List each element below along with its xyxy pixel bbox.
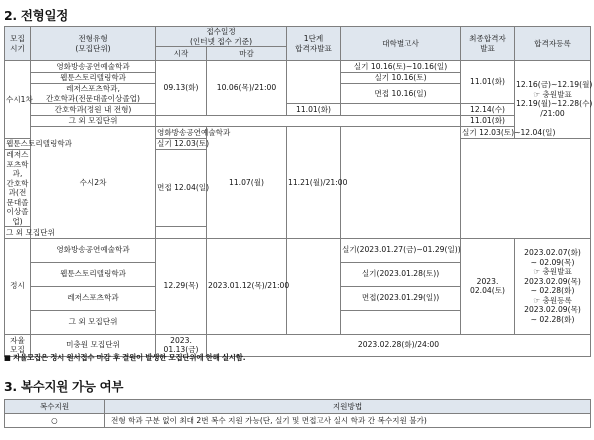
start-cell: 09.13(화): [156, 61, 207, 116]
header-multi-apply: 복수지원: [5, 400, 105, 414]
unit-cell: 미충원 모집단위: [31, 334, 156, 356]
register-cell: 2023.02.07(화) ~ 02.09(목) ☞ 충원발표 2023.02.09(목) ~ 02.28(화) ☞ 충원등록 2023.02.09(목) ~ 02.28(화): [515, 238, 591, 334]
unit-cell: 레저스포츠학과, 간호학과(전문대졸이상졸업): [31, 84, 156, 104]
apply-method-text: 전형 학과 구분 없이 최대 2번 복수 지원 가능(단, 실기 및 면접고사 실시 학과 간 복수지원 불가): [105, 414, 591, 428]
exam-cell: 실기 12.03(토): [157, 139, 210, 148]
stage1-cell: [287, 238, 341, 334]
header-apply-schedule: 접수일정 (인터넷 접수 기준): [156, 27, 287, 47]
exam-cell: [156, 227, 207, 239]
exam-cell: [341, 310, 461, 334]
unit-cell: 레저스포츠학과: [31, 286, 156, 310]
register-cell: 12.16(금)~12.19(월) ☞ 충원발표 12.19(월)~12.28(수) /21:00: [515, 61, 591, 139]
end-cell: 10.06(목)/21:00: [207, 61, 287, 116]
unit-cell: 웹툰스토리텔링학과: [31, 262, 156, 286]
unit-cell: 레저스포츠학과, 간호학과(전문대졸이상졸업): [6, 150, 29, 226]
exam-cell: 실기 10.16(토): [341, 72, 461, 84]
exam-cell: 실기(2023.01.27(금)~01.29(일)): [341, 238, 461, 262]
exam-cell: [341, 104, 461, 116]
multi-apply-mark: ○: [5, 414, 105, 428]
exam-cell: 면접 12.04(일): [156, 150, 207, 227]
jayu-note: ■ 자율모집은 정시 원서접수 마감 후 결원이 발생한 모집단위에 한해 실시함.: [4, 353, 246, 362]
section3-title: 3. 복수지원 가능 여부: [4, 379, 124, 394]
final-cell: 11.01(화): [461, 61, 515, 104]
stage1-cell: [341, 127, 461, 239]
header-apply-method: 지원방법: [105, 400, 591, 414]
start-cell: 12.29(목): [156, 238, 207, 334]
end-cell: 11.21(월)/21:00: [287, 127, 341, 239]
schedule-table: [4, 26, 591, 357]
blank-cell: [156, 115, 461, 127]
header-register: 합격자등록: [515, 27, 591, 61]
multi-apply-table: [4, 399, 591, 428]
period-jayu: 자율 모집: [5, 334, 31, 356]
jayu-deadline-cell: 2023.02.28(화)/24:00: [207, 334, 591, 356]
header-stage1: 1단계 합격자발표: [287, 27, 341, 61]
unit-cell: 영화방송공연예술학과: [157, 127, 231, 137]
start-cell: 2023. 01.13(금): [156, 334, 207, 356]
header-end: 마감: [207, 47, 287, 61]
unit-cell: 그 외 모집단위: [6, 227, 55, 237]
exam-cell: 실기 10.16(토)~10.16(일): [341, 61, 461, 73]
section2-title: 2. 전형일정: [4, 8, 68, 23]
unit-cell: 그 외 모집단위: [31, 310, 156, 334]
stage1-cell: 11.01(화): [287, 104, 341, 116]
header-recruit-period: 모집 시기: [5, 27, 31, 61]
header-exam: 대학별고사: [341, 27, 461, 61]
header-final: 최종합격자 발표: [461, 27, 515, 61]
unit-cell: 영화방송공연예술학과: [31, 61, 156, 73]
final-cell: 2023. 02.04(토): [461, 238, 515, 334]
end-cell: 2023.01.12(목)/21:00: [207, 238, 287, 334]
header-type: 전형유형 (모집단위): [31, 27, 156, 61]
unit-cell: 간호학과(정원 내 전형): [31, 104, 156, 116]
period-susi2: 수시2차: [31, 127, 156, 239]
unit-cell: 그 외 모집단위: [31, 115, 156, 127]
period-susi1: 수시1차: [5, 61, 31, 139]
final-cell: 12.14(수): [461, 104, 515, 116]
exam-cell: 면접 10.16(일): [341, 84, 461, 104]
final-cell: 11.01(화): [461, 115, 515, 127]
period-jeongsi: 정시: [5, 238, 31, 334]
start-cell: 11.07(월): [207, 127, 287, 239]
exam-cell: 면접(2023.01.29(일)): [341, 286, 461, 310]
unit-cell: 영화방송공연예술학과: [31, 238, 156, 262]
header-start: 시작: [156, 47, 207, 61]
exam-cell: 실기(2023.01.28(토)): [341, 262, 461, 286]
unit-cell: 웹툰스토리텔링학과: [6, 139, 73, 148]
stage1-cell: [287, 61, 341, 104]
exam-cell: 실기 12.03(토)~12.04(일): [462, 127, 556, 137]
unit-cell: 웹툰스토리텔링학과: [31, 72, 156, 84]
